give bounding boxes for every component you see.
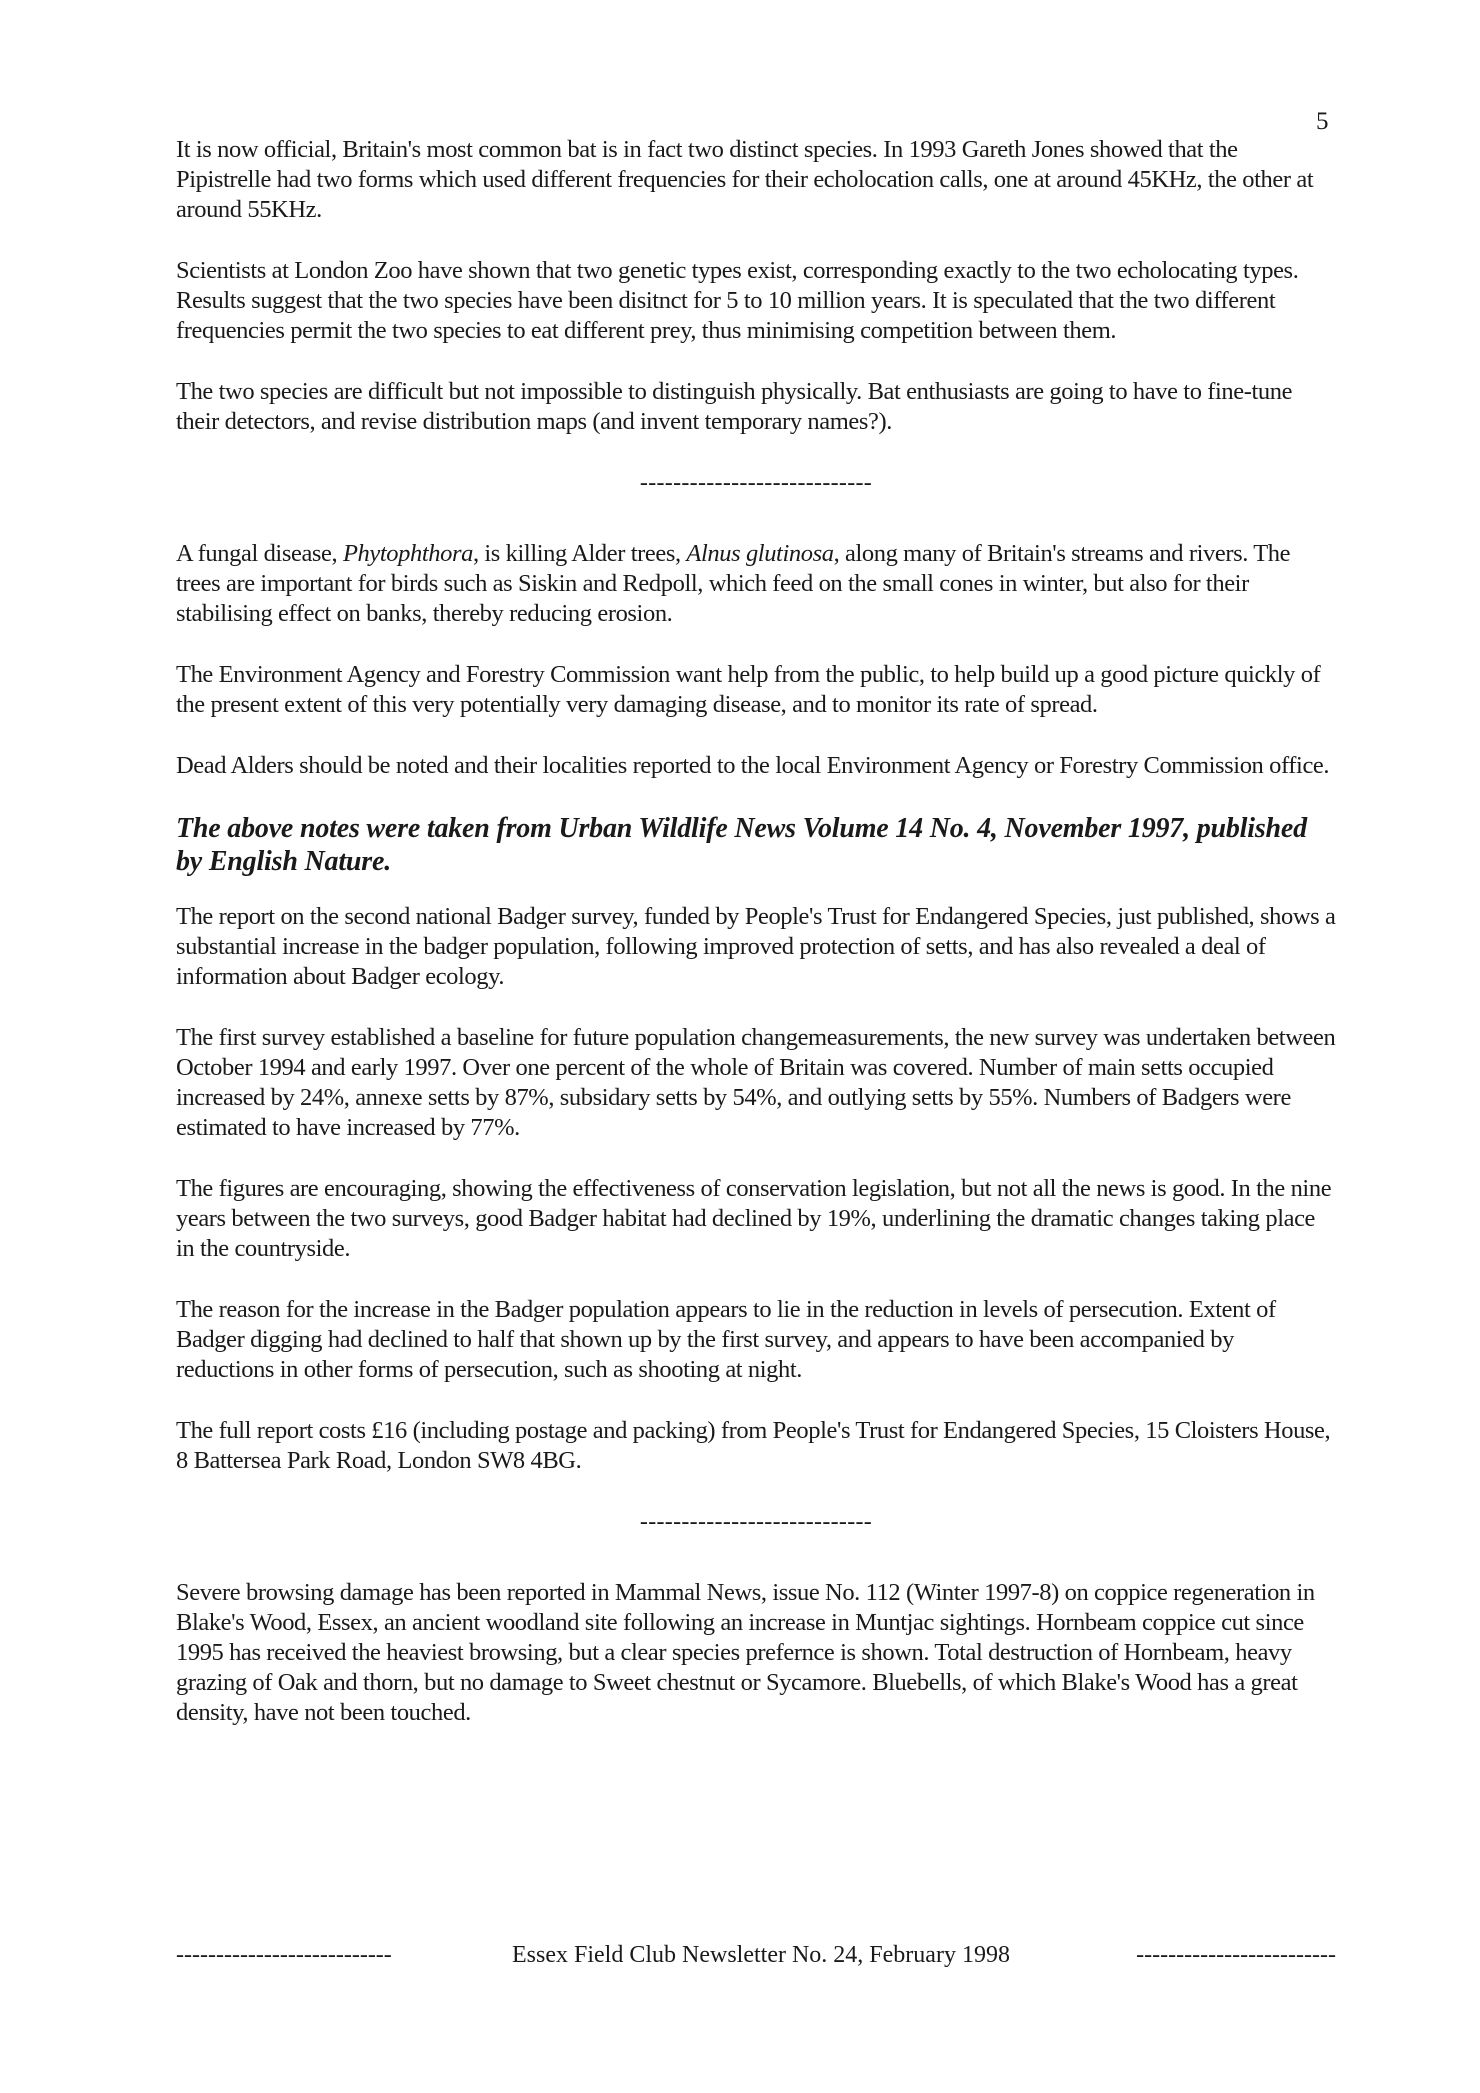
footer-right-rule: -------------------------	[1136, 1942, 1336, 1968]
genus-name: Phytophthora	[342, 540, 473, 567]
bat-species-section	[176, 135, 1336, 437]
source-credit: The above notes were taken from Urban Wildlife News Volume 14 No. 4, November 1997, published by English Nature.	[176, 813, 1307, 877]
muntjac-paragraph-1: Severe browsing damage has been reported in Mammal News, issue No. 112 (Winter 1997-8) on coppice regeneration in Blake's Wood, Essex, an ancient woodland site following an increase in Muntjac sightings. Hornbeam coppice cut since 1995 has received the heaviest browsing, but a clear species prefernce is shown. Total destruction of Hornbeam, heavy grazing of Oak and thorn, but no damage to Sweet chestnut or Sycamore. Bluebells, of which Blake's Wood has a great density, have not been touched.	[176, 1579, 1315, 1726]
alder-text-middle: , is killing Alder trees,	[472, 540, 687, 567]
alder-text-before: A fungal disease,	[176, 540, 343, 567]
page-number: 5	[1316, 108, 1329, 135]
section-divider: ----------------------------	[639, 1509, 873, 1535]
badger-paragraph-2: The first survey established a baseline for future population changemeasurements, the new survey was undertaken between October 1994 and early 1997. Over one percent of the whole of Britain was covered. Number of main setts occupied increased by 24%, annexe setts by 87%, subsidary setts by 54%, and outlying setts by 55%. Numbers of Badgers were estimated to have increased by 77%.	[176, 1024, 1336, 1141]
bat-paragraph-2: Scientists at London Zoo have shown that two genetic types exist, corresponding exactly to the two echolocating types. Results suggest that the two species have been disitnct for 5 to 10 million years. It is speculated that the two different frequencies permit the two species to eat different prey, thus minimising competition between them.	[176, 257, 1299, 344]
badger-paragraph-3: The figures are encouraging, showing the effectiveness of conservation legislation, but not all the news is good. In the nine years between the two surveys, good Badger habitat had declined by 19%, underlining the dramatic changes taking place in the countryside.	[176, 1175, 1332, 1262]
page-footer	[176, 1940, 1336, 1970]
badger-survey-section	[176, 902, 1336, 1476]
footer-left-rule: ---------------------------	[176, 1942, 392, 1968]
bat-paragraph-3: The two species are difficult but not impossible to distinguish physically. Bat enthusiasts are going to have to fine-tune their detectors, and revise distribution maps (and invent temporary names?).	[176, 378, 1293, 435]
section-divider: ----------------------------	[639, 470, 873, 496]
footer-title: Essex Field Club Newsletter No. 24, February 1998	[512, 1942, 1010, 1968]
alder-text-after: , along many of Britain's streams and rivers. The trees are important for birds such as Siskin and Redpoll, which feed on the small cones in winter, but also for their stabilising effect on banks, thereby reducing erosion.	[176, 540, 1291, 627]
muntjac-browsing-section	[176, 1578, 1336, 1728]
bat-paragraph-1: It is now official, Britain's most common bat is in fact two distinct species. In 1993 Gareth Jones showed that the Pipistrelle had two forms which used different frequencies for their echolocation calls, one at around 45KHz, the other at around 55KHz.	[176, 136, 1314, 223]
alder-paragraph-2: The Environment Agency and Forestry Commission want help from the public, to help build up a good picture quickly of the present extent of this very potentially very damaging disease, and to monitor its rate of spread.	[176, 661, 1321, 718]
alder-paragraph-3: Dead Alders should be noted and their localities reported to the local Environment Agency or Forestry Commission office.	[176, 752, 1330, 779]
badger-paragraph-5: The full report costs £16 (including postage and packing) from People's Trust for Endangered Species, 15 Cloisters House, 8 Battersea Park Road, London SW8 4BG.	[176, 1417, 1331, 1474]
alder-paragraph-1	[176, 539, 1336, 629]
badger-paragraph-1: The report on the second national Badger survey, funded by People's Trust for Endangered Species, just published, shows a substantial increase in the badger population, following improved protection of setts, and has also revealed a deal of information about Badger ecology.	[176, 903, 1336, 990]
badger-paragraph-4: The reason for the increase in the Badger population appears to lie in the reduction in levels of persecution. Extent of Badger digging had declined to half that shown up by the first survey, and appears to have been accompanied by reductions in other forms of persecution, such as shooting at night.	[176, 1296, 1276, 1383]
alder-disease-section	[176, 539, 1336, 781]
species-name: Alnus glutinosa	[686, 540, 834, 567]
newsletter-body	[176, 135, 1336, 1759]
